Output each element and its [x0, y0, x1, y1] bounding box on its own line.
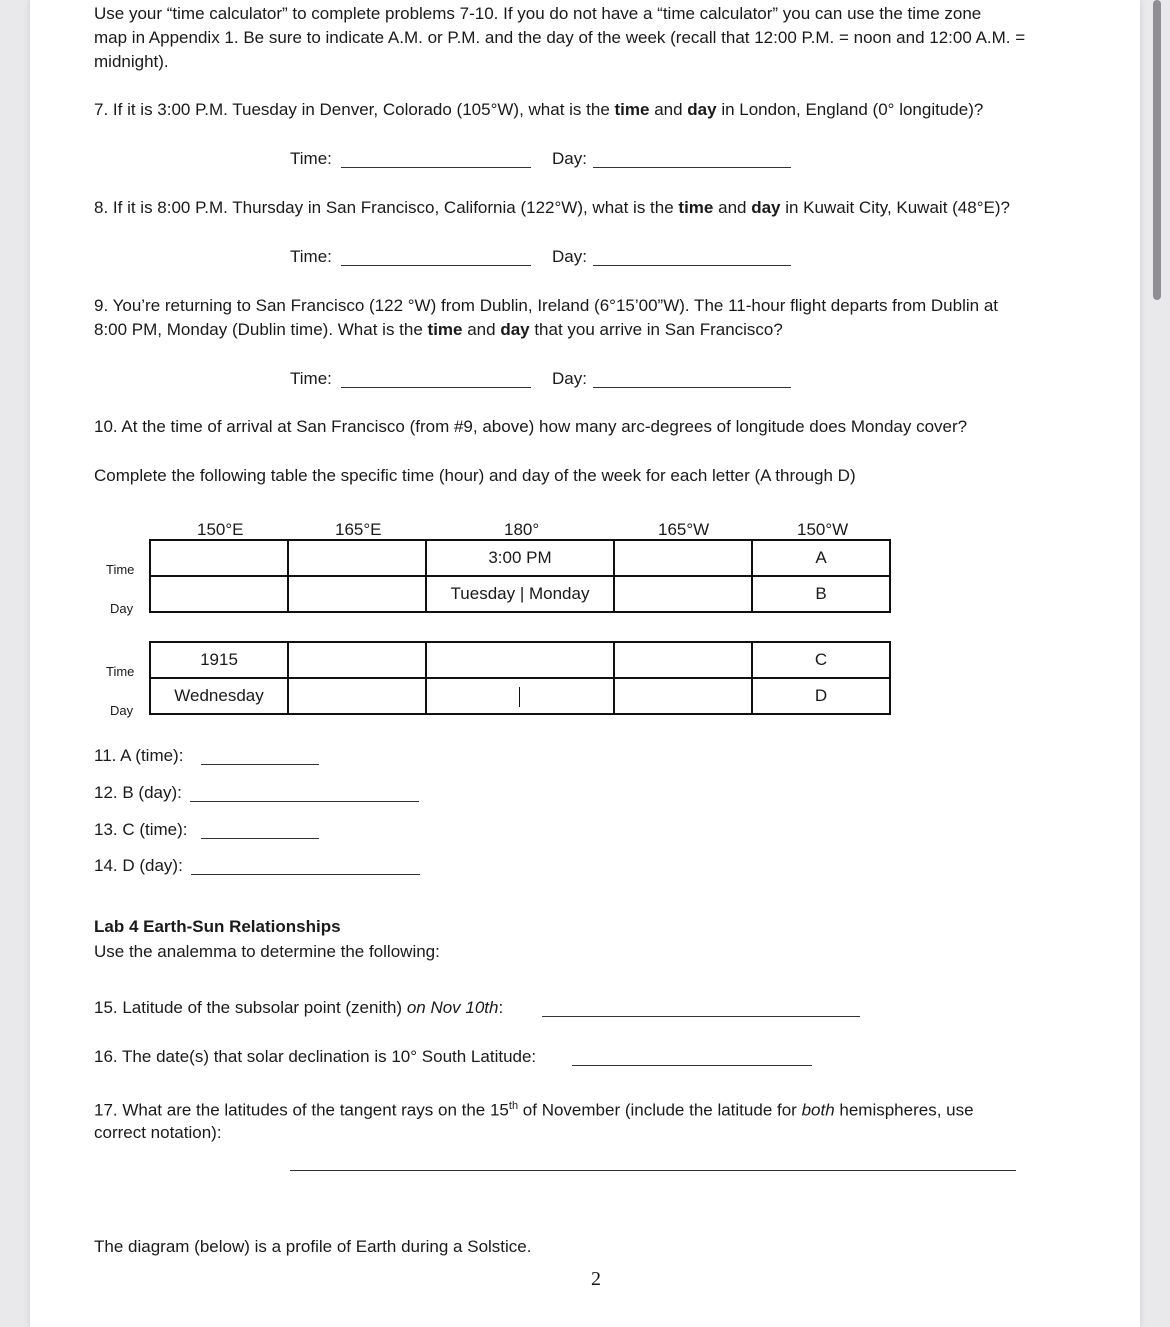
header-150w: 150°W [797, 520, 849, 539]
cell[interactable] [426, 642, 614, 678]
answer-14-blank[interactable] [191, 874, 420, 875]
question-10: 10. At the time of arrival at San Francisco (from #9, above) how many arc-degrees of longitude does Monday cover? [94, 417, 968, 436]
answer-11-blank[interactable] [201, 764, 319, 765]
cell[interactable] [150, 540, 288, 576]
question-7: 7. If it is 3:00 P.M. Tuesday in Denver, Colorado (105°W), what is the time and day in London, England (0° longitude)? [94, 100, 984, 119]
cell[interactable] [614, 576, 752, 612]
cell-180-day-divider[interactable] [426, 678, 614, 714]
header-180: 180° [504, 520, 540, 539]
table2-time-label: Time [106, 664, 135, 679]
cell[interactable] [288, 678, 426, 714]
q9-time-blank[interactable] [341, 387, 531, 388]
header-165w: 165°W [658, 520, 710, 539]
date-line-divider [519, 687, 520, 707]
answer-13-blank[interactable] [201, 838, 319, 839]
answer-13-label: 13. C (time): [94, 820, 188, 839]
answer-12-label: 12. B (day): [94, 783, 182, 802]
table1-time-label: Time [106, 562, 135, 577]
cell[interactable] [614, 678, 752, 714]
lab4-title: Lab 4 Earth-Sun Relationships [94, 917, 341, 936]
answer-11-label: 11. A (time): [94, 746, 184, 765]
q7-day-label: Day: [552, 149, 587, 168]
q9-day-blank[interactable] [593, 387, 791, 388]
time-table-1 [149, 539, 891, 613]
q7-time-label: Time: [290, 149, 332, 168]
question-17-line-1: 17. What are the latitudes of the tangent rays on the 15th of November (include the latitude for both hemispheres, use [94, 1100, 974, 1120]
cell-150e-day: Wednesday [150, 678, 288, 714]
cell-letter-d: D [752, 678, 890, 714]
cell[interactable] [288, 576, 426, 612]
table2-day-label: Day [110, 703, 134, 718]
cell[interactable] [614, 642, 752, 678]
header-165e: 165°E [335, 520, 382, 539]
table-instructions: Complete the following table the specific time (hour) and day of the week for each letter (A through D) [94, 466, 856, 485]
time-table-2 [149, 641, 891, 715]
intro-line-2: map in Appendix 1. Be sure to indicate A.M. or P.M. and the day of the week (recall that 12:00 P.M. = noon and 12:00 A.M. = [94, 28, 1026, 47]
cell[interactable] [150, 576, 288, 612]
question-8: 8. If it is 8:00 P.M. Thursday in San Francisco, California (122°W), what is the time and day in Kuwait City, Kuwait (48°E)? [94, 198, 1010, 217]
cell-180-day: Tuesday | Monday [426, 576, 614, 612]
q8-time-blank[interactable] [341, 265, 531, 266]
question-17-line-2: correct notation): [94, 1123, 222, 1142]
cell[interactable] [614, 540, 752, 576]
cell[interactable] [288, 540, 426, 576]
table1-day-label: Day [110, 601, 134, 616]
cell-letter-c: C [752, 642, 890, 678]
q7-day-blank[interactable] [593, 167, 791, 168]
answer-17-blank[interactable] [290, 1170, 1016, 1171]
question-9-line-1: 9. You’re returning to San Francisco (122 °W) from Dublin, Ireland (6°15’00”W). The 11-hour flight departs from Dublin at [94, 296, 999, 315]
q9-day-label: Day: [552, 369, 587, 388]
answer-16-blank[interactable] [572, 1065, 812, 1066]
question-9-line-2: 8:00 PM, Monday (Dublin time). What is the time and day that you arrive in San Francisco? [94, 320, 783, 339]
scrollbar[interactable] [1153, 0, 1161, 300]
intro-line-3: midnight). [94, 52, 169, 71]
cell-150e-time: 1915 [150, 642, 288, 678]
q8-day-label: Day: [552, 247, 587, 266]
cell-letter-a: A [752, 540, 890, 576]
answer-12-blank[interactable] [190, 801, 419, 802]
q9-time-label: Time: [290, 369, 332, 388]
lab4-subtitle: Use the analemma to determine the following: [94, 942, 440, 961]
cell[interactable] [288, 642, 426, 678]
page-number: 2 [591, 1268, 601, 1290]
header-150e: 150°E [197, 520, 244, 539]
question-15: 15. Latitude of the subsolar point (zenith) on Nov 10th: [94, 998, 504, 1017]
answer-15-blank[interactable] [542, 1016, 860, 1017]
q8-day-blank[interactable] [593, 265, 791, 266]
diagram-caption: The diagram (below) is a profile of Earth during a Solstice. [94, 1237, 532, 1256]
q7-time-blank[interactable] [341, 167, 531, 168]
cell-180-time: 3:00 PM [426, 540, 614, 576]
answer-14-label: 14. D (day): [94, 856, 183, 875]
question-16: 16. The date(s) that solar declination is 10° South Latitude: [94, 1047, 537, 1066]
cell-letter-b: B [752, 576, 890, 612]
intro-line-1: Use your “time calculator” to complete problems 7-10. If you do not have a “time calculator” you can use the time zone [94, 4, 982, 23]
q8-time-label: Time: [290, 247, 332, 266]
document-page [30, 0, 1140, 1327]
